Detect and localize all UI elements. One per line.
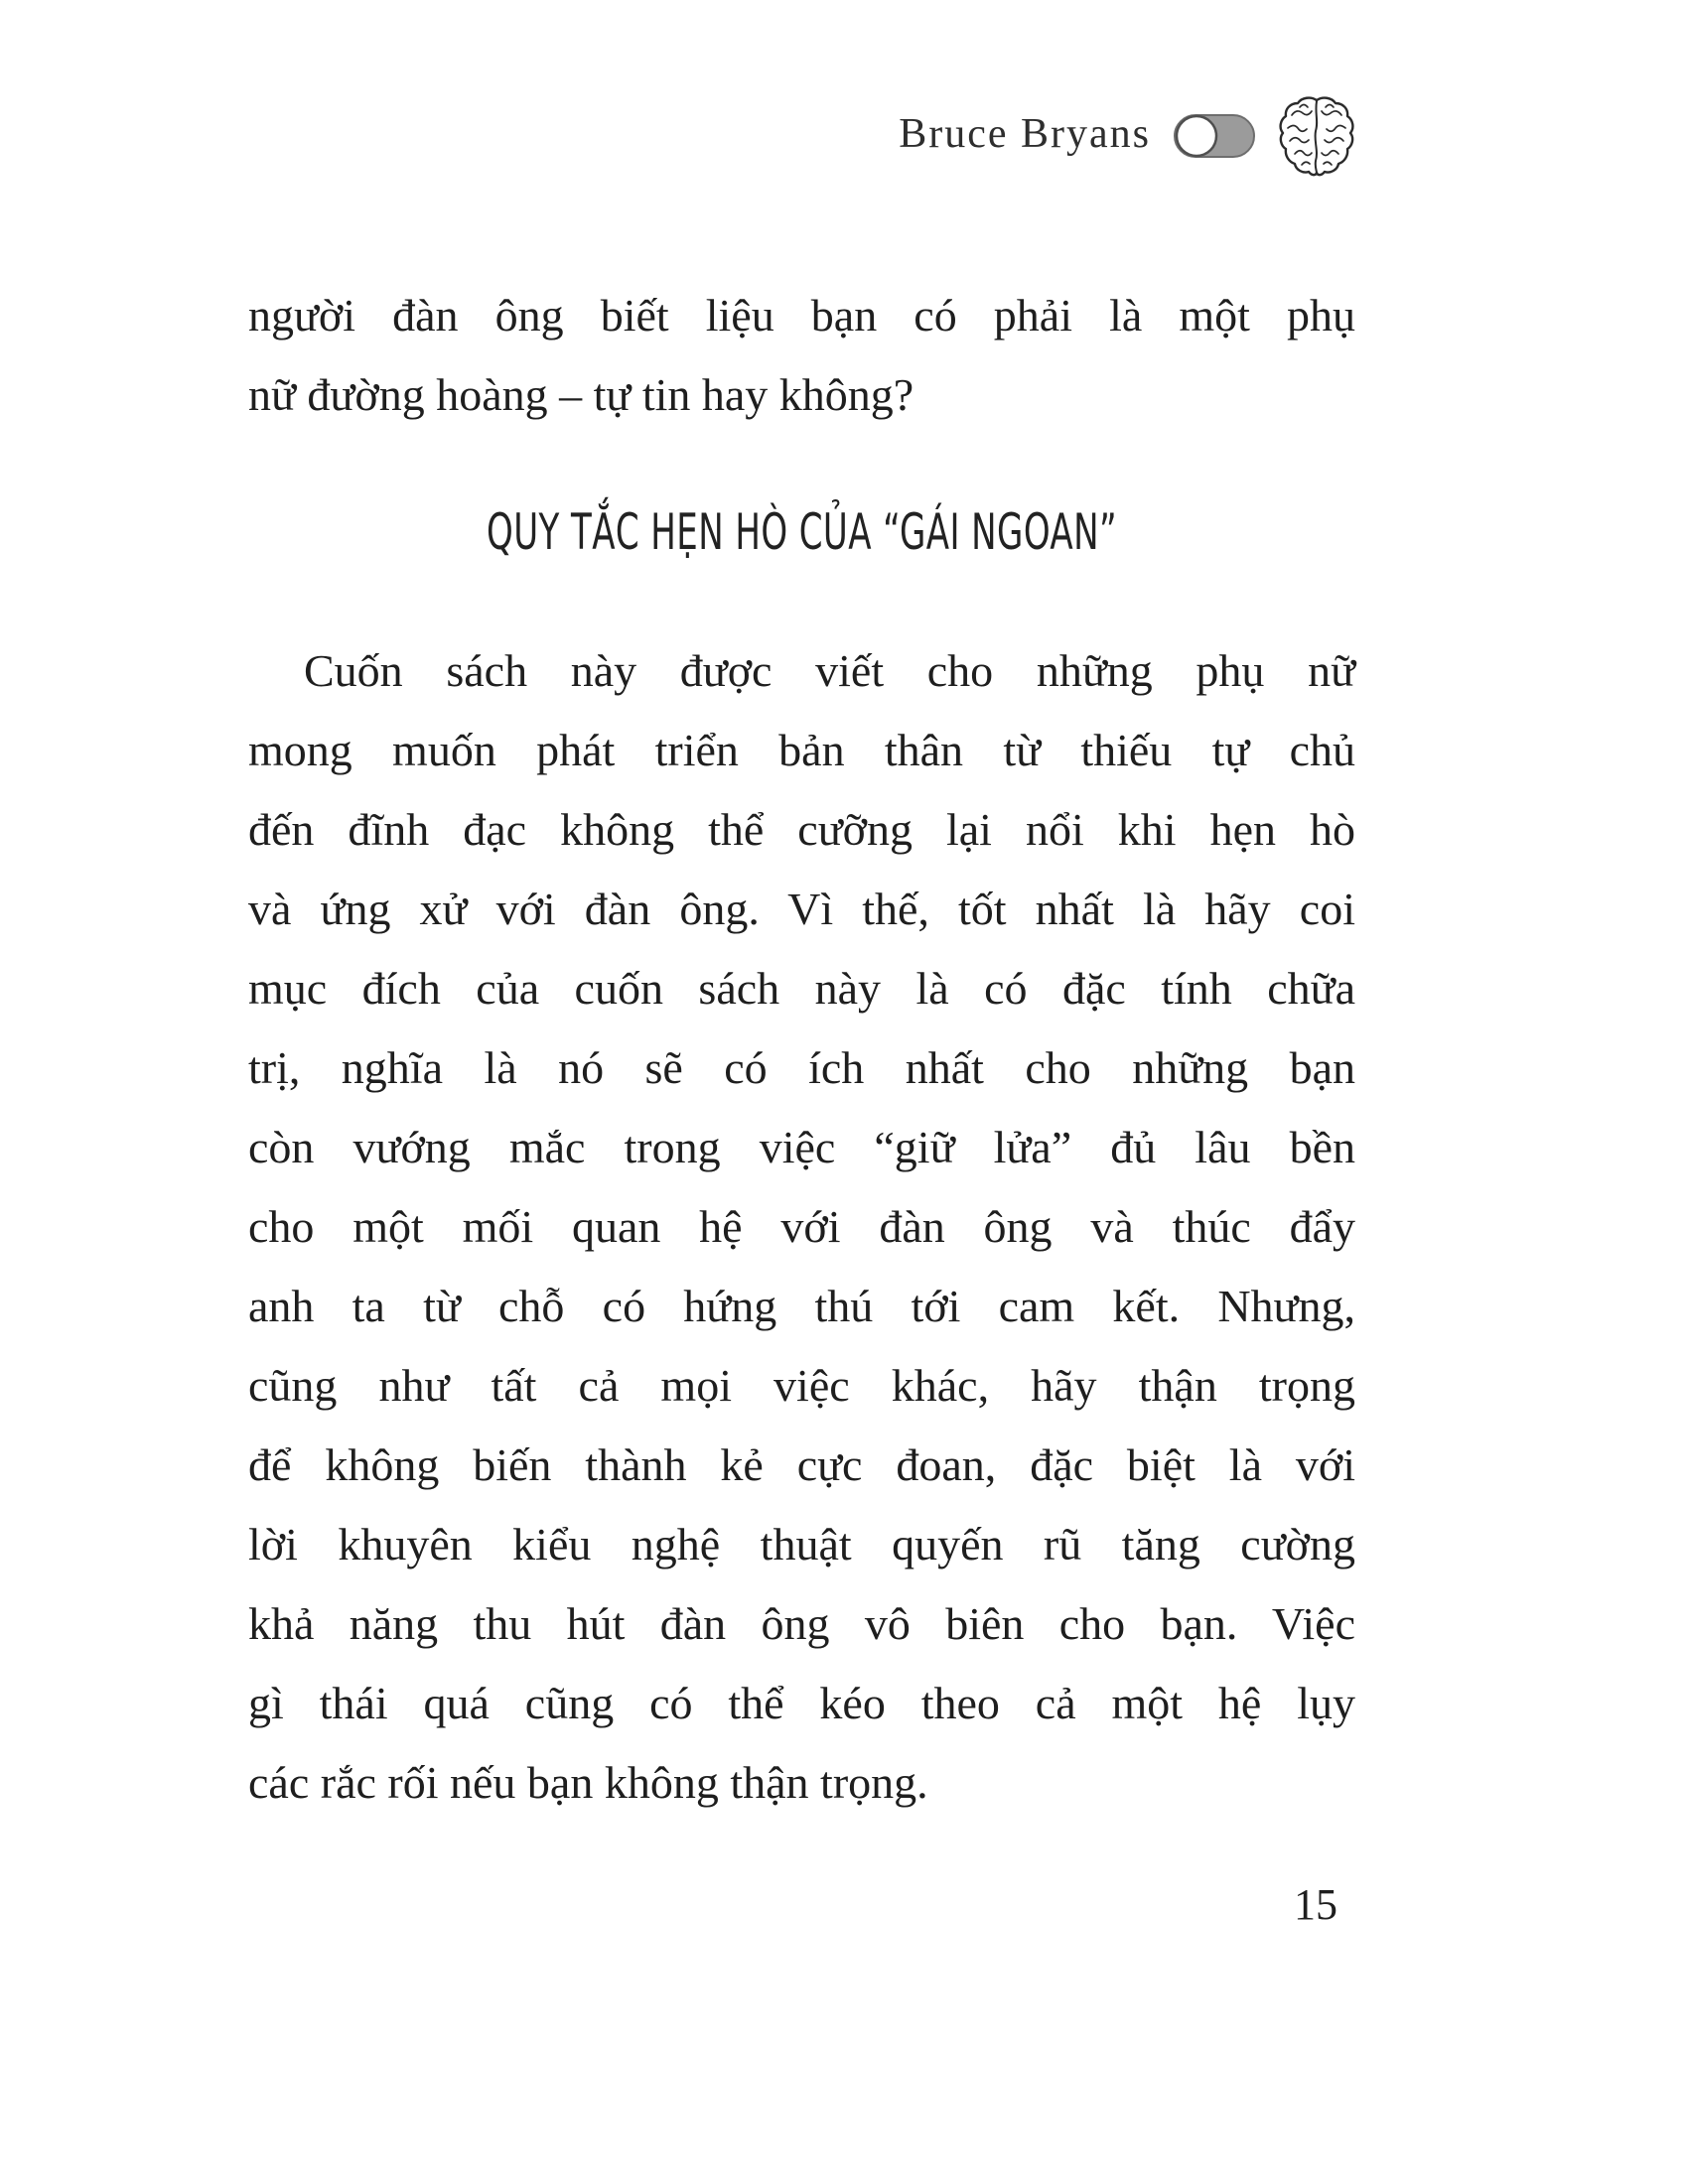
page-content bbox=[248, 276, 1355, 1823]
text-line: mục đích của cuốn sách này là có đặc tính chữa bbox=[248, 963, 1355, 1014]
text-line: để không biến thành kẻ cực đoan, đặc biệt là với bbox=[248, 1439, 1355, 1490]
text-line: mong muốn phát triển bản thân từ thiếu tự chủ bbox=[248, 725, 1355, 775]
running-header bbox=[0, 95, 1355, 177]
text-line: đến đĩnh đạc không thể cưỡng lại nổi khi hẹn hò bbox=[248, 804, 1355, 855]
text-line: lời khuyên kiểu nghệ thuật quyến rũ tăng cường bbox=[248, 1519, 1355, 1570]
page-number: 15 bbox=[1294, 1880, 1337, 1929]
intro-paragraph bbox=[248, 276, 1355, 435]
text-line: người đàn ông biết liệu bạn có phải là một phụ bbox=[248, 290, 1355, 341]
section-heading bbox=[248, 502, 1355, 570]
text-line: cũng như tất cả mọi việc khác, hãy thận trọng bbox=[248, 1360, 1355, 1411]
author-name: Bruce Bryans bbox=[899, 111, 1151, 157]
text-line: các rắc rối nếu bạn không thận trọng. bbox=[248, 1757, 928, 1808]
text-line: gì thái quá cũng có thể kéo theo cả một hệ lụy bbox=[248, 1678, 1355, 1728]
text-line: nữ đường hoàng – tự tin hay không? bbox=[248, 369, 914, 420]
brain-icon bbox=[1278, 95, 1355, 177]
text-line: anh ta từ chỗ có hứng thú tới cam kết. Nhưng, bbox=[248, 1281, 1355, 1331]
text-line: còn vướng mắc trong việc “giữ lửa” đủ lâu bền bbox=[248, 1122, 1355, 1172]
toggle-icon bbox=[1173, 112, 1256, 160]
text-line: cho một mối quan hệ với đàn ông và thúc đẩy bbox=[248, 1201, 1355, 1252]
text-line: và ứng xử với đàn ông. Vì thế, tốt nhất là hãy coi bbox=[248, 884, 1355, 934]
section-heading-text: QUY TẮC HẸN HÒ CỦA “GÁI NGOAN” bbox=[486, 502, 1117, 562]
body-paragraph bbox=[248, 631, 1355, 1823]
text-line: Cuốn sách này được viết cho những phụ nữ bbox=[304, 645, 1355, 696]
text-line: trị, nghĩa là nó sẽ có ích nhất cho những bạn bbox=[248, 1042, 1355, 1093]
text-line: khả năng thu hút đàn ông vô biên cho bạn. Việc bbox=[248, 1598, 1355, 1649]
